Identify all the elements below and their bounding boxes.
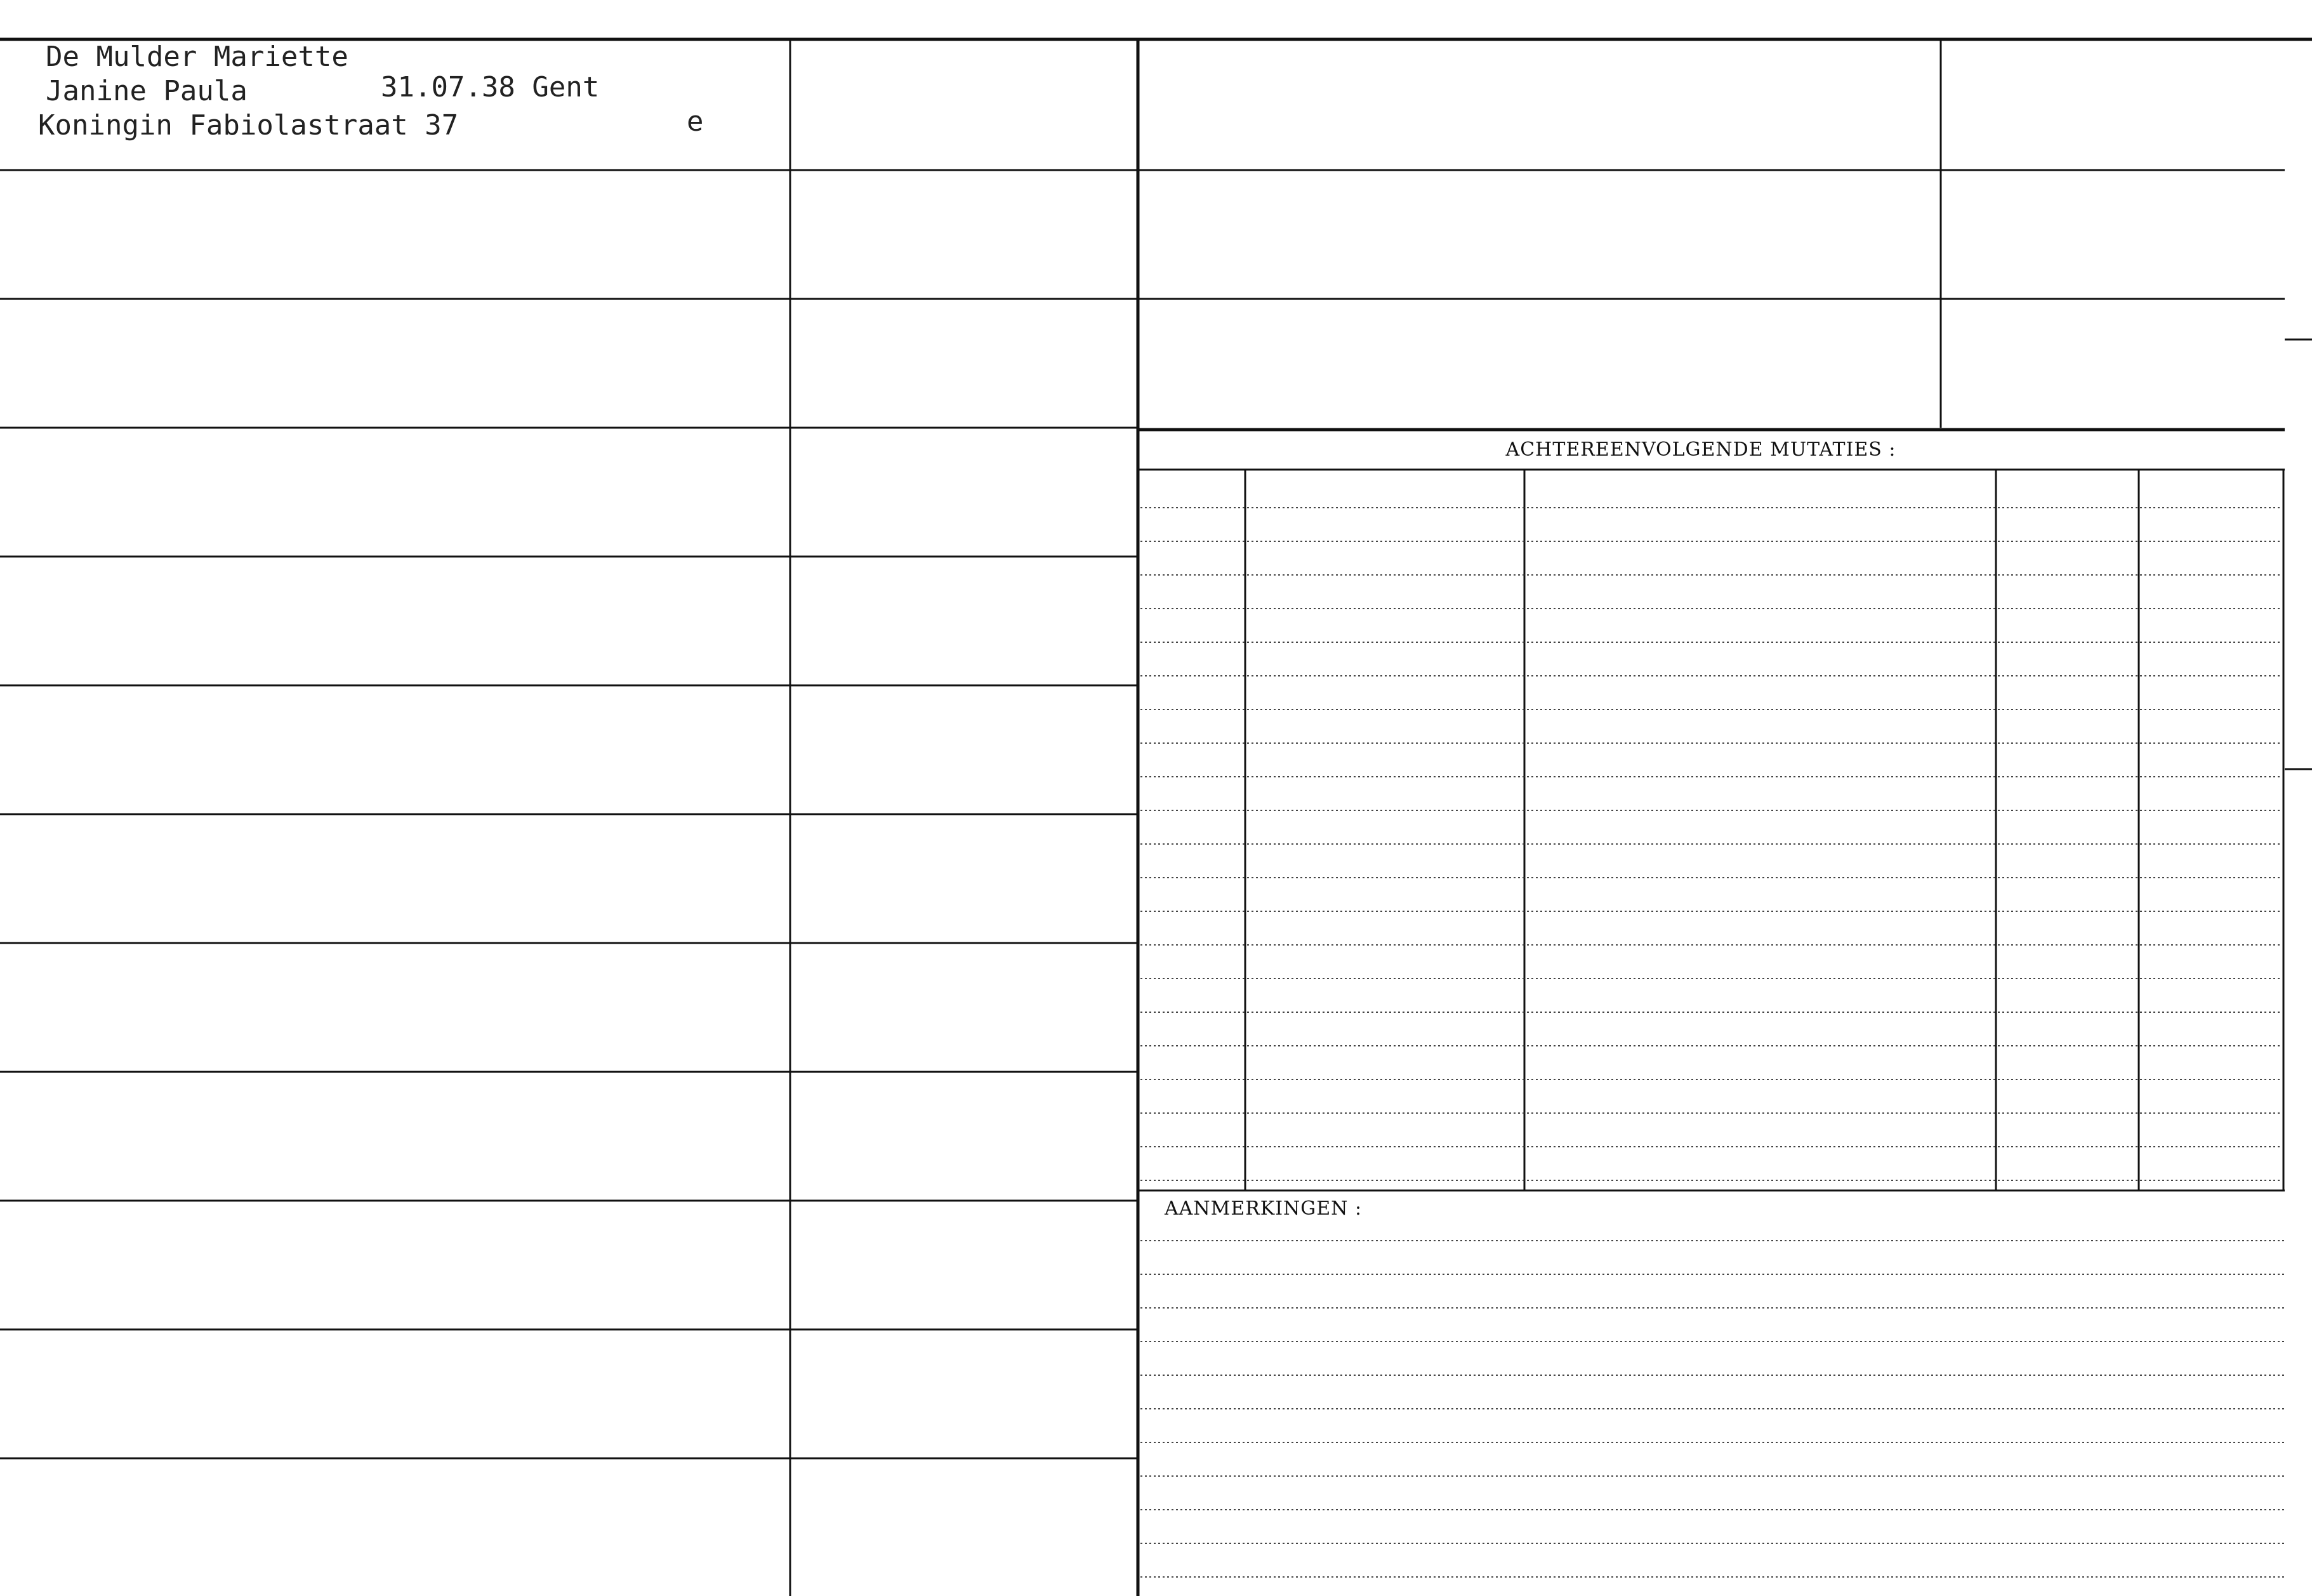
entry-address: Koningin Fabiolastraat 37 <box>38 109 459 142</box>
left-row-lines <box>0 170 1138 1458</box>
right-upper-block <box>1138 39 2312 769</box>
mutations-grid <box>1138 470 2285 1190</box>
mutations-heading: ACHTEREENVOLGENDE MUTATIES : <box>1505 439 1896 461</box>
entry-name: De Mulder Mariette <box>46 41 348 73</box>
entry-mark: e <box>687 105 704 138</box>
entry-birth-date-place: 31.07.38 Gent <box>381 71 600 103</box>
entry-middle-names: Janine Paula <box>46 75 248 107</box>
typed-entry <box>38 41 704 142</box>
mutations-ruled-lines <box>1140 508 2282 1180</box>
remarks-ruled-lines <box>1140 1241 2285 1577</box>
remarks-heading: AANMERKINGEN : <box>1165 1197 1363 1220</box>
